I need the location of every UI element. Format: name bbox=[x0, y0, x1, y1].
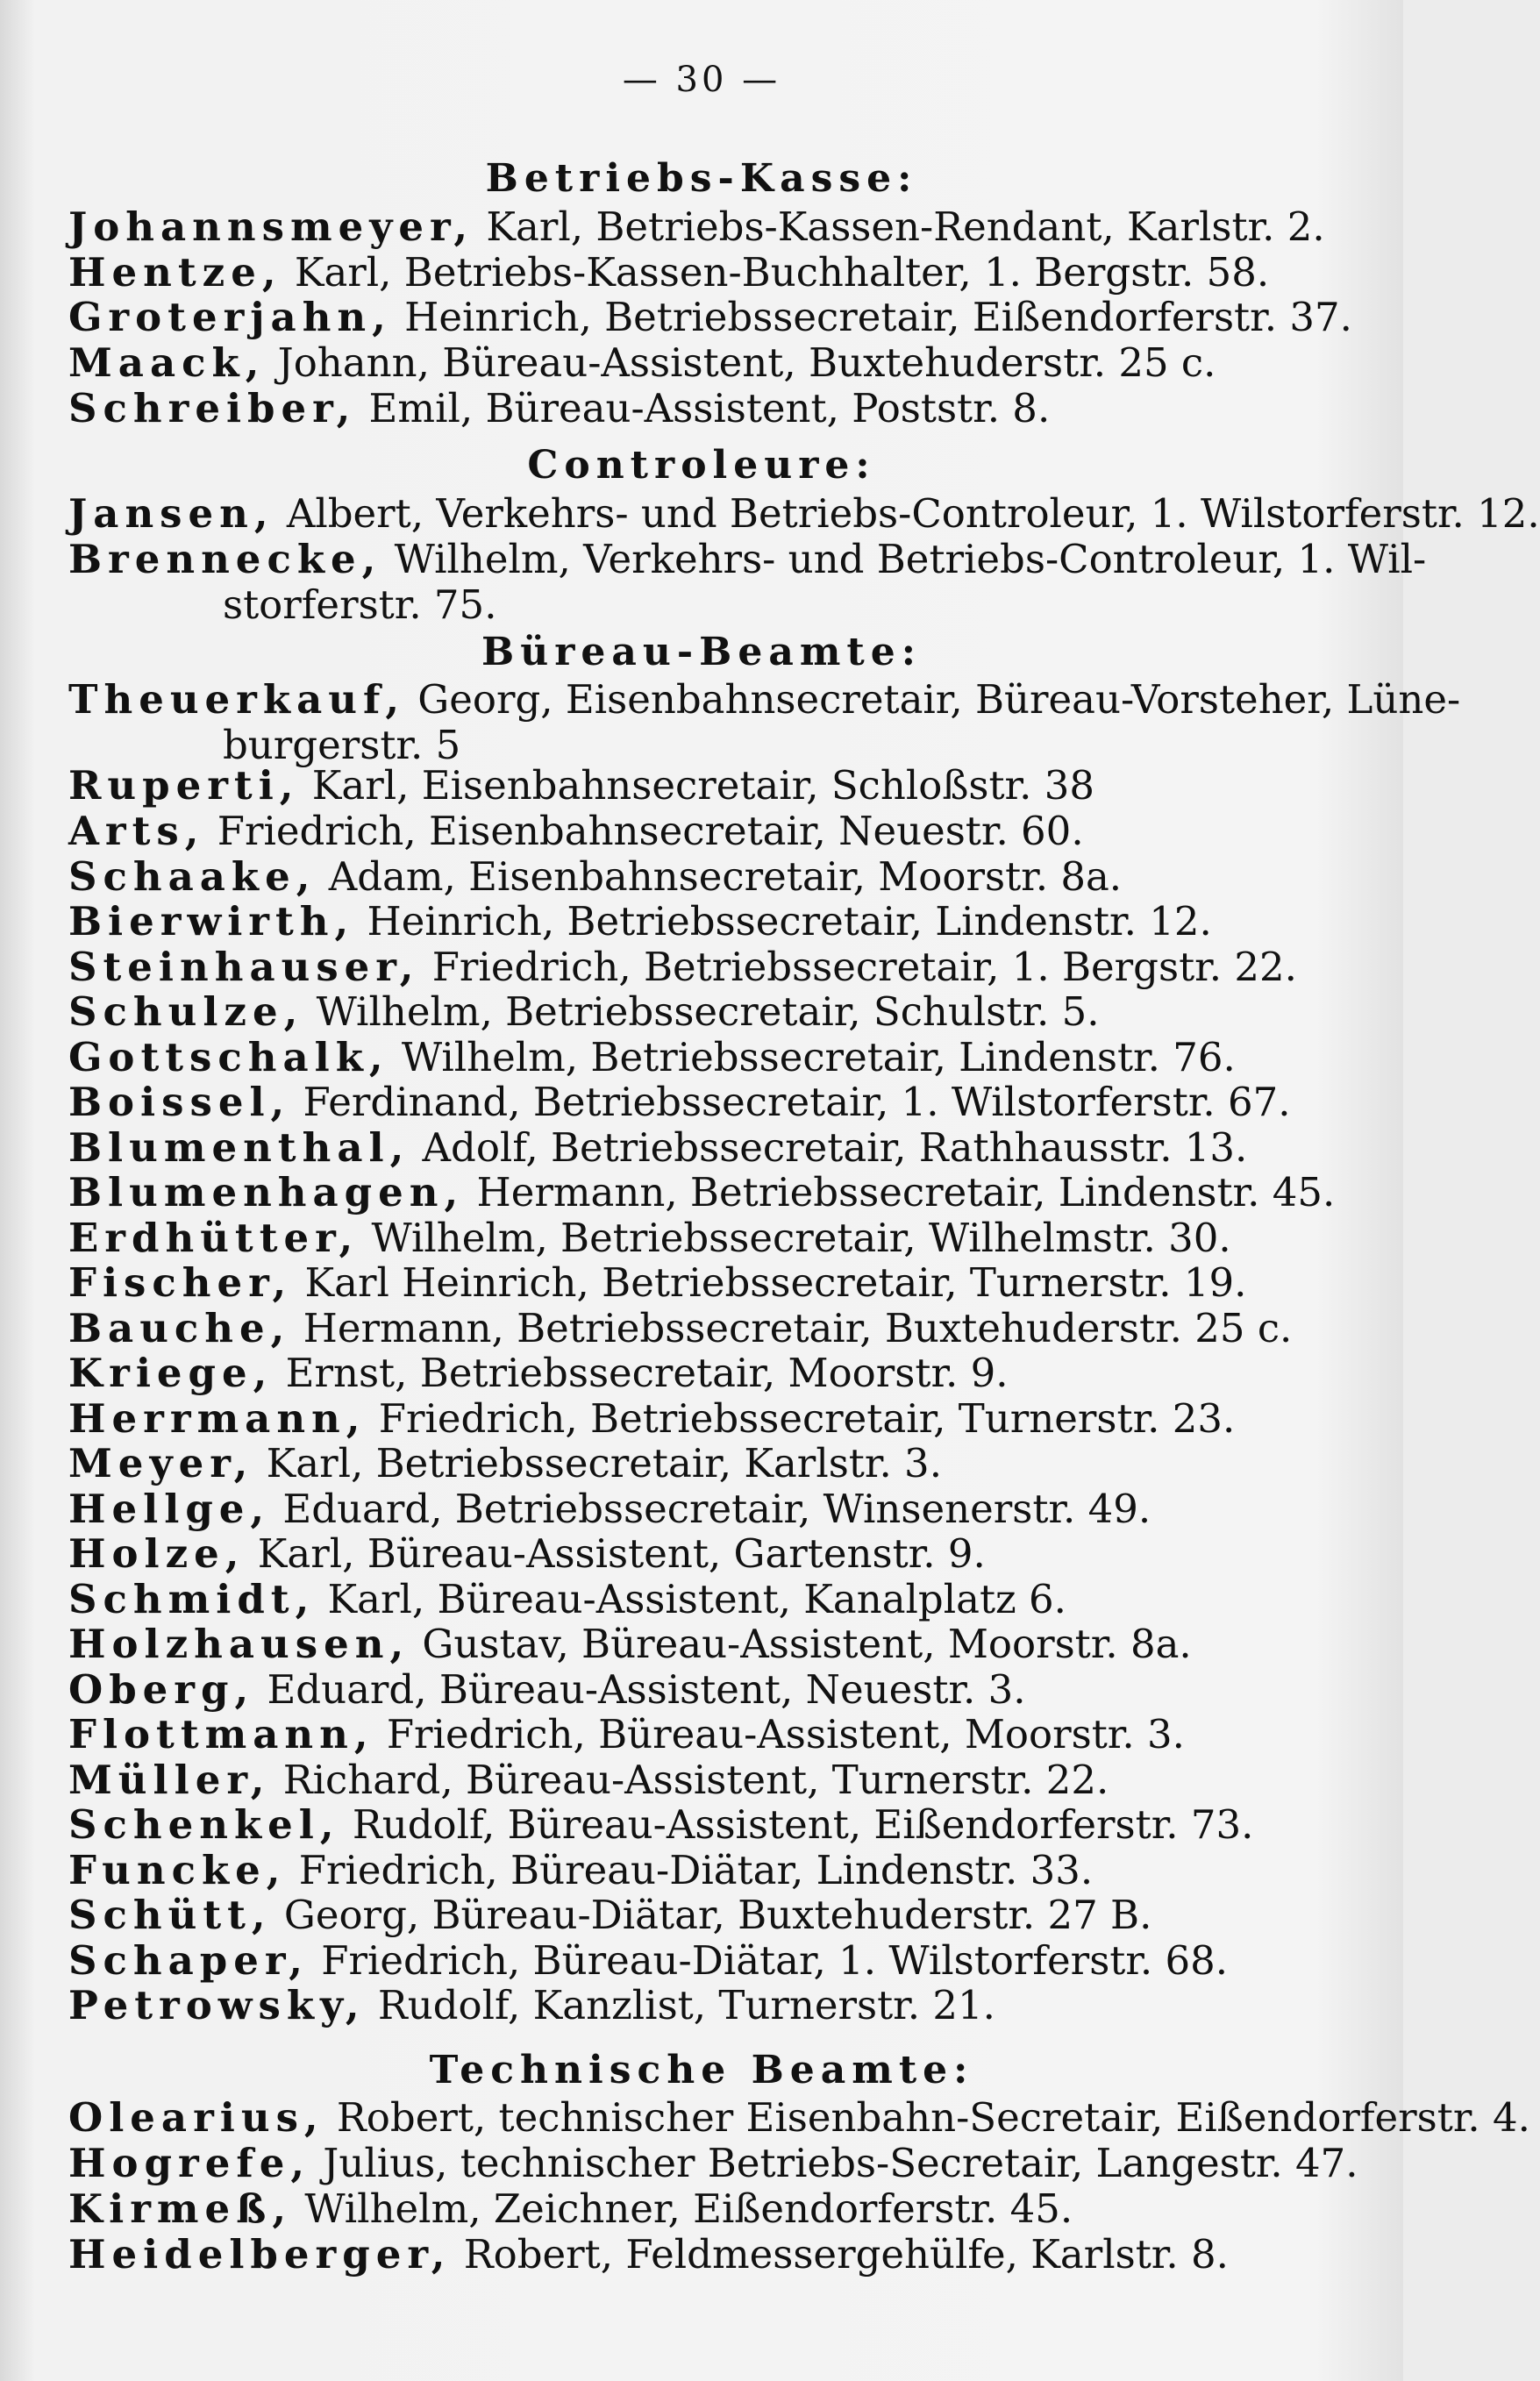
person-name: Schenkel, bbox=[68, 1801, 340, 1848]
entry-details: Karl, Betriebssecretair, Karlstr. 3. bbox=[253, 1440, 942, 1486]
entry-details: Wilhelm, Betriebssecretair, Wilhelmstr. 30. bbox=[359, 1215, 1231, 1261]
entry-details: Julius, technischer Betriebs-Secretair, Langestr. 47. bbox=[310, 2140, 1358, 2186]
person-name: Oberg, bbox=[68, 1666, 255, 1713]
entry-details: Hermann, Betriebssecretair, Buxtehuderstr. 25 c. bbox=[290, 1305, 1293, 1351]
person-name: Blumenhagen, bbox=[68, 1169, 465, 1215]
entry-details: Rudolf, Büreau-Assistent, Eißendorferstr. 73. bbox=[339, 1801, 1254, 1848]
list-item bbox=[68, 1080, 1340, 1125]
section-heading: Technische Beamte: bbox=[429, 2048, 974, 2092]
entry-details: Georg, Büreau-Diätar, Buxtehuderstr. 27 B. bbox=[271, 1892, 1152, 1938]
person-name: Jansen, bbox=[68, 490, 274, 537]
person-name: Müller, bbox=[68, 1757, 271, 1803]
entry-details: Rudolf, Kanzlist, Turnerstr. 21. bbox=[365, 1982, 995, 2028]
entry-details: Karl, Büreau-Assistent, Kanalplatz 6. bbox=[315, 1576, 1066, 1622]
list-item bbox=[68, 1893, 1340, 1938]
person-name: Kriege, bbox=[68, 1350, 274, 1396]
list-item bbox=[68, 1712, 1340, 1757]
person-name: Blumenthal, bbox=[68, 1124, 410, 1171]
entry-details: Robert, Feldmessergehülfe, Karlstr. 8. bbox=[451, 2231, 1229, 2278]
list-item bbox=[68, 854, 1340, 900]
entry-details: Wilhelm, Verkehrs- und Betriebs-Controleur, 1. Wil- bbox=[381, 536, 1427, 582]
list-item bbox=[68, 1441, 1340, 1486]
list-item bbox=[68, 490, 1540, 537]
entry-details: Robert, technischer Eisenbahn-Secretair, Eißendorferstr. 4. bbox=[324, 2094, 1530, 2141]
list-item bbox=[68, 1667, 1340, 1713]
list-item bbox=[68, 1215, 1340, 1261]
list-item bbox=[68, 1170, 1340, 1215]
entry-details: Richard, Büreau-Assistent, Turnerstr. 22. bbox=[270, 1757, 1109, 1803]
entry-details: Friedrich, Büreau-Diätar, 1. Wilstorferstr. 68. bbox=[308, 1937, 1229, 1984]
entry-continuation: storferstr. 75. bbox=[223, 581, 497, 628]
list-item bbox=[68, 899, 1340, 945]
entry-details: Karl, Betriebs-Kassen-Buchhalter, 1. Bergstr. 58. bbox=[282, 249, 1270, 296]
section-heading: Betriebs-Kasse: bbox=[485, 156, 918, 201]
list-item bbox=[68, 1938, 1340, 1984]
person-name: Schütt, bbox=[68, 1892, 272, 1938]
person-name: Schmidt, bbox=[68, 1576, 316, 1622]
entry-details: Friedrich, Büreau-Diätar, Lindenstr. 33. bbox=[286, 1847, 1094, 1893]
person-name: Theuerkauf, bbox=[68, 676, 405, 723]
person-name: Johannsmeyer, bbox=[68, 203, 474, 250]
entry-details: Friedrich, Büreau-Assistent, Moorstr. 3. bbox=[374, 1711, 1185, 1757]
list-item bbox=[68, 1802, 1340, 1848]
person-name: Ruperti, bbox=[68, 762, 300, 809]
list-item bbox=[68, 676, 1461, 768]
entry-details: Karl Heinrich, Betriebssecretair, Turnerstr. 19. bbox=[292, 1259, 1247, 1306]
entry-details: Karl, Büreau-Assistent, Gartenstr. 9. bbox=[245, 1530, 986, 1577]
entry-details: Heinrich, Betriebssecretair, Eißendorferstr. 37. bbox=[391, 294, 1352, 340]
list-item bbox=[68, 1848, 1340, 1893]
person-name: Schaake, bbox=[68, 853, 317, 900]
person-name: Maack, bbox=[68, 339, 266, 386]
list-item bbox=[68, 204, 1340, 250]
entry-details: Wilhelm, Zeichner, Eißendorferstr. 45. bbox=[292, 2185, 1073, 2232]
person-name: Brennecke, bbox=[68, 536, 382, 582]
entry-details: Eduard, Büreau-Assistent, Neuestr. 3. bbox=[254, 1666, 1026, 1713]
entry-details: Friedrich, Betriebssecretair, 1. Bergstr. 22. bbox=[419, 944, 1297, 990]
person-name: Arts, bbox=[68, 808, 205, 854]
entry-details: Ferdinand, Betriebssecretair, 1. Wilstorferstr. 67. bbox=[290, 1079, 1291, 1125]
list-item bbox=[68, 536, 1427, 628]
section-heading: Büreau-Beamte: bbox=[481, 630, 922, 674]
list-item bbox=[68, 2186, 1340, 2232]
entry-details: Karl, Betriebs-Kassen-Rendant, Karlstr. 2. bbox=[474, 203, 1325, 250]
list-item bbox=[68, 2140, 1358, 2186]
person-name: Schaper, bbox=[68, 1937, 309, 1984]
person-name: Meyer, bbox=[68, 1440, 254, 1486]
list-item bbox=[68, 1260, 1340, 1306]
entry-details: Heinrich, Betriebssecretair, Lindenstr. 12. bbox=[354, 898, 1212, 945]
person-name: Bierwirth, bbox=[68, 898, 355, 945]
person-name: Steinhauser, bbox=[68, 944, 420, 990]
list-item bbox=[68, 2232, 1340, 2278]
list-item bbox=[68, 250, 1340, 296]
person-name: Holze, bbox=[68, 1530, 246, 1577]
list-item bbox=[68, 2094, 1530, 2141]
list-item bbox=[68, 809, 1340, 854]
person-name: Bauche, bbox=[68, 1305, 291, 1351]
entry-details: Albert, Verkehrs- und Betriebs-Controleur, 1. Wilstorferstr. 12. bbox=[274, 490, 1540, 537]
person-name: Kirmeß, bbox=[68, 2185, 293, 2232]
list-item bbox=[68, 945, 1340, 990]
entry-details: Friedrich, Betriebssecretair, Turnerstr. 23. bbox=[366, 1395, 1236, 1442]
person-name: Schreiber, bbox=[68, 385, 357, 431]
person-name: Hentze, bbox=[68, 249, 282, 296]
list-item bbox=[68, 1396, 1340, 1442]
entry-details: Eduard, Betriebssecretair, Winsenerstr. 49. bbox=[270, 1486, 1151, 1532]
person-name: Funcke, bbox=[68, 1847, 287, 1893]
entry-details: Hermann, Betriebssecretair, Lindenstr. 45. bbox=[464, 1169, 1336, 1215]
list-item bbox=[68, 1035, 1340, 1080]
person-name: Hellge, bbox=[68, 1486, 271, 1532]
list-item bbox=[68, 989, 1340, 1035]
person-name: Groterjahn, bbox=[68, 294, 392, 340]
person-name: Hogrefe, bbox=[68, 2140, 310, 2186]
person-name: Petrowsky, bbox=[68, 1982, 366, 2028]
person-name: Gottschalk, bbox=[68, 1034, 389, 1080]
list-item bbox=[68, 763, 1340, 809]
list-item bbox=[68, 1757, 1340, 1803]
entry-details: Gustav, Büreau-Assistent, Moorstr. 8a. bbox=[410, 1621, 1192, 1667]
list-item bbox=[68, 1531, 1340, 1577]
list-item bbox=[68, 386, 1340, 431]
person-name: Holzhausen, bbox=[68, 1621, 410, 1667]
person-name: Flottmann, bbox=[68, 1711, 374, 1757]
list-item bbox=[68, 1486, 1340, 1532]
entry-details: Johann, Büreau-Assistent, Buxtehuderstr. 25 c. bbox=[265, 339, 1216, 386]
list-item bbox=[68, 1306, 1340, 1351]
entry-details: Georg, Eisenbahnsecretair, Büreau-Vorsteher, Lüne- bbox=[404, 676, 1461, 723]
person-name: Herrmann, bbox=[68, 1395, 367, 1442]
page-number: — 30 — bbox=[622, 60, 781, 100]
list-item bbox=[68, 1983, 1340, 2028]
person-name: Erdhütter, bbox=[68, 1215, 360, 1261]
entry-details: Wilhelm, Betriebssecretair, Schulstr. 5. bbox=[303, 988, 1100, 1035]
person-name: Schulze, bbox=[68, 988, 304, 1035]
list-item bbox=[68, 1351, 1340, 1396]
entry-details: Karl, Eisenbahnsecretair, Schloßstr. 38 bbox=[299, 762, 1094, 809]
entry-details: Ernst, Betriebssecretair, Moorstr. 9. bbox=[273, 1350, 1009, 1396]
entry-details: Adam, Eisenbahnsecretair, Moorstr. 8a. bbox=[316, 853, 1123, 900]
entry-details: Wilhelm, Betriebssecretair, Lindenstr. 76. bbox=[389, 1034, 1236, 1080]
list-item bbox=[68, 340, 1340, 386]
list-item bbox=[68, 294, 1352, 340]
list-item bbox=[68, 1622, 1340, 1667]
person-name: Fischer, bbox=[68, 1259, 293, 1306]
person-name: Boissel, bbox=[68, 1079, 291, 1125]
entry-details: Friedrich, Eisenbahnsecretair, Neuestr. 60. bbox=[204, 808, 1084, 854]
list-item bbox=[68, 1577, 1340, 1622]
list-item bbox=[68, 1125, 1340, 1171]
entry-details: Adolf, Betriebssecretair, Rathhausstr. 13. bbox=[410, 1124, 1248, 1171]
entry-details: Emil, Büreau-Assistent, Poststr. 8. bbox=[356, 385, 1051, 431]
entry-continuation: burgerstr. 5 bbox=[223, 722, 461, 768]
section-heading: Controleure: bbox=[527, 443, 876, 488]
person-name: Heidelberger, bbox=[68, 2231, 452, 2278]
person-name: Olearius, bbox=[68, 2094, 324, 2141]
